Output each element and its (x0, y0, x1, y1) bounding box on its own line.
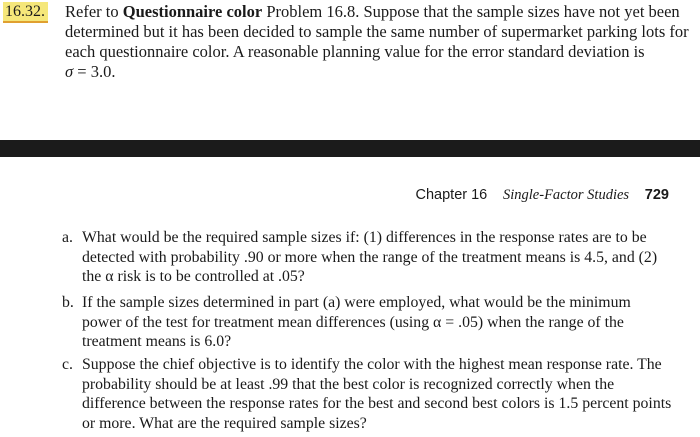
question-a (62, 228, 672, 287)
problem-statement (65, 2, 695, 82)
sigma-value: = 3.0. (77, 62, 116, 81)
question-letter: c. (62, 356, 73, 373)
problem-body: Problem 16.8. Suppose that the sample sizes have not yet been determined but it has been decided to sample the same number of supermarket parking lots for each questionnaire color. A reasonable planning value for the error standard deviation is (65, 2, 689, 61)
chapter-label: Chapter 16 (415, 187, 488, 203)
page-number: 729 (644, 187, 669, 203)
chapter-title: Single-Factor Studies (503, 187, 630, 203)
previous-page-fragment (0, 0, 700, 140)
question-text: If the sample sizes determined in part (a) were employed, what would be the minimum power of the test for treatment mean differences (using α = .05) when the range of the treatment means is 6.0? (82, 294, 631, 350)
problem-number: 16.32. (3, 2, 48, 23)
question-b (62, 293, 672, 352)
problem-intro: Refer to (65, 2, 119, 21)
question-letter: a. (62, 229, 73, 246)
question-c (62, 355, 672, 433)
question-letter: b. (62, 294, 74, 311)
running-header (416, 186, 670, 204)
page-divider (0, 140, 700, 157)
question-text: What would be the required sample sizes if: (1) differences in the response rates are to be detected with probability .90 or more when the range of the treatment means is 4.5, and (2) the α risk is to be controlled at .05? (82, 229, 658, 285)
sigma-symbol: σ (65, 62, 74, 81)
question-text: Suppose the chief objective is to identify the color with the highest mean response rate. The probability should be at least .99 that the best color is recognized correctly when the difference between the response rates for the best and second best colors is 1.5 percent points or more. What are the required sample sizes? (82, 356, 672, 432)
dataset-name: Questionnaire color (122, 2, 263, 21)
